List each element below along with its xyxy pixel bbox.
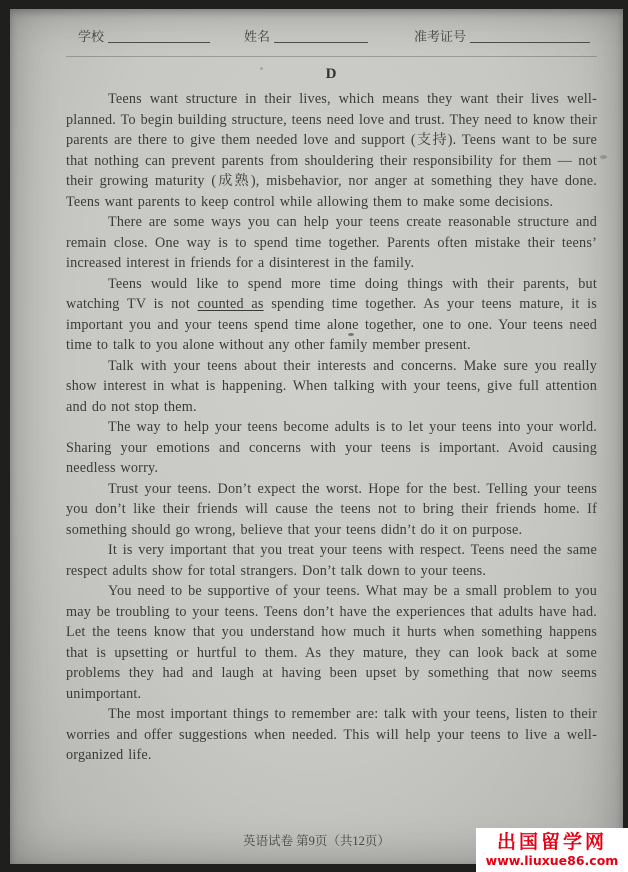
student-info-header: [66, 22, 597, 57]
paragraph: Trust your teens. Don’t expect the worst. Hope for the best. Telling your teens you don’t like their friends will cause the teens not to bring their friends home. If something should go wrong, believe that your teens didn’t do it on purpose.: [66, 480, 597, 538]
admission-number-blank-line: [470, 41, 590, 43]
name-label: 姓名: [244, 30, 271, 45]
name-blank-line: [274, 41, 368, 43]
paragraph: There are some ways you can help your teens create reasonable structure and remain close. One way is to spend time together. Parents often mistake their teens’ increased interest in friends for a disinterest in the family.: [66, 214, 597, 271]
watermark: [476, 828, 628, 872]
paragraph: Teens want structure in their lives, which means they want their lives well-planned. To begin building structure, teens need love and trust. They need to know their parents are there to give them needed love and support (支持). Teens want to be sure that nothing can prevent parents from shouldering their responsibility for them — not their growing maturity (成熟), misbehavior, nor anger at something they have done. Teens want parents to keep control while allowing them to make some decisions.: [66, 91, 597, 210]
scanned-page: [10, 9, 623, 864]
scan-artifact: [260, 67, 263, 70]
watermark-site-name: 出国留学网: [496, 831, 607, 854]
scan-artifact: [348, 333, 354, 336]
page-footer: 英语试卷 第9页（共12页）: [243, 834, 390, 848]
paragraph: It is very important that you treat your teens with respect. Teens need the same respect adults show for total strangers. Don’t talk down to your teens.: [66, 542, 597, 579]
watermark-site-url: www.liuxue86.com: [485, 853, 619, 869]
paragraph: You need to be supportive of your teens. What may be a small problem to you may be troubling to your teens. Teens don’t have the experiences that adults have had. Let the teens know that you understand how much it hurts when something happens that is upsetting or hurtful to them. As they mature, they can look back at some problems they had and laugh at having been upset by something that now seems unimportant.: [66, 583, 597, 702]
school-label: 学校: [78, 30, 105, 45]
paragraph: Talk with your teens about their interests and concerns. Make sure you really show interest in what is happening. When talking with your teens, give full attention and do not stop them.: [66, 357, 597, 415]
paragraph-text: spending time together. As your teens mature, it is important you and your teens spend time alone together, one to one. Your teens need time to talk to you alone without any other family member present.: [66, 296, 597, 353]
scan-artifact: [600, 155, 607, 159]
page-content: [10, 9, 623, 864]
admission-number-label: 准考证号: [414, 30, 467, 45]
paragraph: The most important things to remember are: talk with your teens, listen to their worries and offer suggestions when needed. This will help your teens to live a well-organized life.: [66, 706, 597, 763]
paragraph: [66, 274, 597, 356]
paragraph: The way to help your teens become adults is to let your teens into your world. Sharing your emotions and concerns with your teens is important. Avoid causing needless worry.: [66, 419, 597, 476]
school-blank-line: [108, 41, 210, 43]
section-heading: D: [325, 66, 338, 82]
underlined-phrase: counted as: [197, 296, 264, 312]
reading-passage: [66, 89, 597, 766]
paragraph-text: Teens would like to spend more time doing things with their parents, but watching TV is not: [66, 275, 597, 312]
